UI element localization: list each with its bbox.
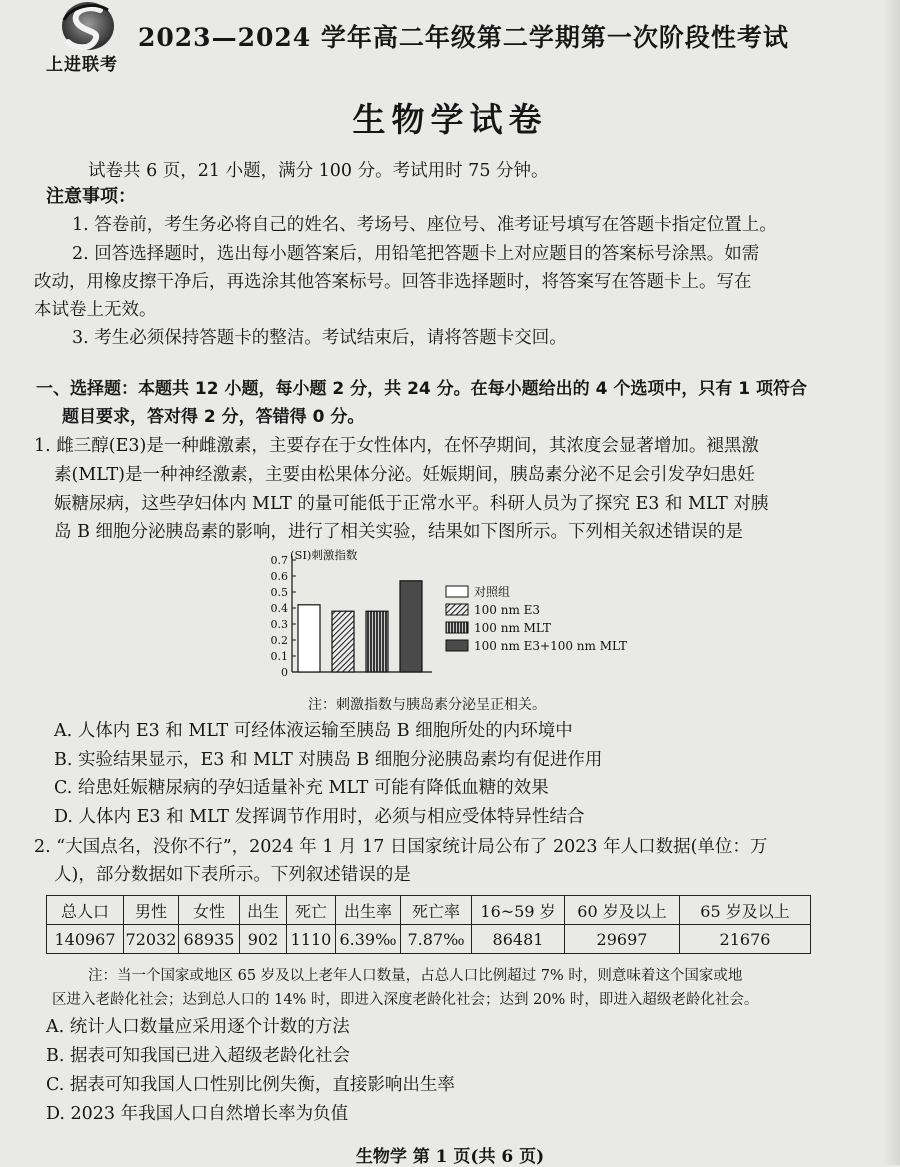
- q1-option-d: D. 人体内 E3 和 MLT 发挥调节作用时，必须与相应受体特异性结合: [54, 807, 585, 827]
- legend-swatch: [446, 622, 468, 633]
- notes-line: 1. 答卷前，考生务必将自己的姓名、考场号、座位号、准考证号填写在答题卡指定位置上。: [72, 215, 777, 235]
- page-edge-shadow: [882, 0, 900, 1165]
- bar-3: [366, 611, 388, 672]
- q1-option-b: B. 实验结果显示，E3 和 MLT 对胰岛 B 细胞分泌胰岛素均有促进作用: [54, 750, 603, 770]
- question-1-stem: 岛 B 细胞分泌胰岛素的影响，进行了相关实验，结果如下图所示。下列相关叙述错误的是: [54, 522, 743, 542]
- table-cell: 140967: [47, 925, 124, 954]
- notes-line: 3. 考生必须保持答题卡的整洁。考试结束后，请将答题卡交回。: [72, 328, 567, 348]
- table-header-cell: 女性: [179, 896, 240, 925]
- table-cell: 86481: [472, 925, 565, 954]
- y-tick-label: 0.2: [270, 634, 288, 647]
- notes-line: 改动，用橡皮擦干净后，再选涂其他答案标号。回答非选择题时，将答案写在答题卡上。写在: [34, 272, 752, 292]
- y-tick-label: 0.7: [270, 554, 288, 567]
- table-note: 区进入老龄化社会；达到总人口的 14% 时，即进入深度老龄化社会；达到 20% 时，即进入超级老龄化社会。: [52, 992, 759, 1008]
- question-1-stem: 娠糖尿病，这些孕妇体内 MLT 的量可能低于正常水平。科研人员为了探究 E3 和 MLT 对胰: [54, 494, 769, 514]
- legend-swatch: [446, 640, 468, 651]
- exam-title: 2023—2024 学年高二年级第二学期第一次阶段性考试: [138, 23, 789, 52]
- table-header-cell: 16~59 岁: [472, 896, 565, 925]
- legend-swatch: [446, 586, 468, 597]
- y-tick-label: 0.4: [270, 602, 288, 615]
- table-header-cell: 死亡率: [401, 896, 472, 925]
- table-note: 注：当一个国家或地区 65 岁及以上老年人口数量，占总人口比例超过 7% 时，则意味着这个国家或地: [88, 968, 743, 984]
- legend-label: 对照组: [474, 585, 511, 599]
- legend-label: 100 nm E3+100 nm MLT: [474, 639, 628, 653]
- chart-note: 注：刺激指数与胰岛素分泌呈正相关。: [308, 697, 546, 713]
- question-2-stem: 人)，部分数据如下表所示。下列叙述错误的是: [54, 865, 411, 885]
- y-tick-label: 0.3: [270, 618, 288, 631]
- table-header-cell: 总人口: [47, 896, 124, 925]
- si-bar-chart: [262, 548, 662, 688]
- table-cell: 6.39‰: [336, 925, 401, 954]
- page-footer: 生物学 第 1 页(共 6 页): [355, 1147, 545, 1167]
- table-header-cell: 男性: [124, 896, 179, 925]
- section-heading-cont: 题目要求，答对得 2 分，答错得 0 分。: [62, 407, 365, 427]
- question-2-stem: 2. “大国点名，没你不行”，2024 年 1 月 17 日国家统计局公布了 2023 年人口数据(单位：万: [34, 837, 768, 857]
- legend-label: 100 nm MLT: [474, 621, 551, 635]
- y-axis-label: (SI)刺激指数: [290, 548, 358, 562]
- table-cell: 21676: [680, 925, 811, 954]
- table-header-cell: 死亡: [287, 896, 336, 925]
- q2-option-a: A. 统计人口数量应采用逐个计数的方法: [46, 1017, 350, 1037]
- y-tick-label: 0.6: [270, 570, 288, 583]
- notes-line: 2. 回答选择题时，选出每小题答案后，用铅笔把答题卡上对应题目的答案标号涂黑。如需: [72, 244, 760, 264]
- table-header-cell: 60 岁及以上: [565, 896, 680, 925]
- table-header-cell: 出生: [240, 896, 287, 925]
- y-tick-label: 0.5: [270, 586, 288, 599]
- notes-line: 本试卷上无效。: [34, 300, 157, 320]
- table-header-cell: 65 岁及以上: [680, 896, 811, 925]
- notes-heading: 注意事项：: [46, 186, 136, 207]
- population-table: [46, 895, 811, 954]
- table-cell: 7.87‰: [401, 925, 472, 954]
- y-tick-label: 0.1: [270, 650, 288, 663]
- legend-swatch: [446, 604, 468, 615]
- table-cell: 68935: [179, 925, 240, 954]
- exam-intro: 试卷共 6 页，21 小题，满分 100 分。考试用时 75 分钟。: [88, 161, 549, 181]
- q1-option-c: C. 给患妊娠糖尿病的孕妇适量补充 MLT 可能有降低血糖的效果: [54, 778, 549, 798]
- table-row: [47, 925, 811, 954]
- logo-text: 上进联考: [46, 55, 118, 75]
- subject-title: 生物学试卷: [352, 100, 548, 139]
- bar-1: [298, 605, 320, 672]
- table-cell: 902: [240, 925, 287, 954]
- question-1-stem: 素(MLT)是一种神经激素，主要由松果体分泌。妊娠期间，胰岛素分泌不足会引发孕妇患妊: [54, 465, 755, 485]
- section-heading: 一、选择题：本题共 12 小题，每小题 2 分，共 24 分。在每小题给出的 4 个选项中，只有 1 项符合: [36, 379, 807, 399]
- table-cell: 72032: [124, 925, 179, 954]
- bar-4: [400, 581, 422, 672]
- q2-option-c: C. 据表可知我国人口性别比例失衡，直接影响出生率: [46, 1075, 455, 1095]
- bar-2: [332, 611, 354, 672]
- q2-option-d: D. 2023 年我国人口自然增长率为负值: [46, 1104, 349, 1124]
- table-header-cell: 出生率: [336, 896, 401, 925]
- q2-option-b: B. 据表可知我国已进入超级老龄化社会: [46, 1046, 350, 1066]
- table-cell: 29697: [565, 925, 680, 954]
- table-header-row: [47, 896, 811, 925]
- q1-option-a: A. 人体内 E3 和 MLT 可经体液运输至胰岛 B 细胞所处的内环境中: [54, 721, 573, 741]
- question-1-stem: 1. 雌三醇(E3)是一种雌激素，主要存在于女性体内，在怀孕期间，其浓度会显著增加。褪黑激: [34, 436, 759, 456]
- table-cell: 1110: [287, 925, 336, 954]
- y-tick-label: 0: [281, 666, 288, 679]
- legend-label: 100 nm E3: [474, 603, 541, 617]
